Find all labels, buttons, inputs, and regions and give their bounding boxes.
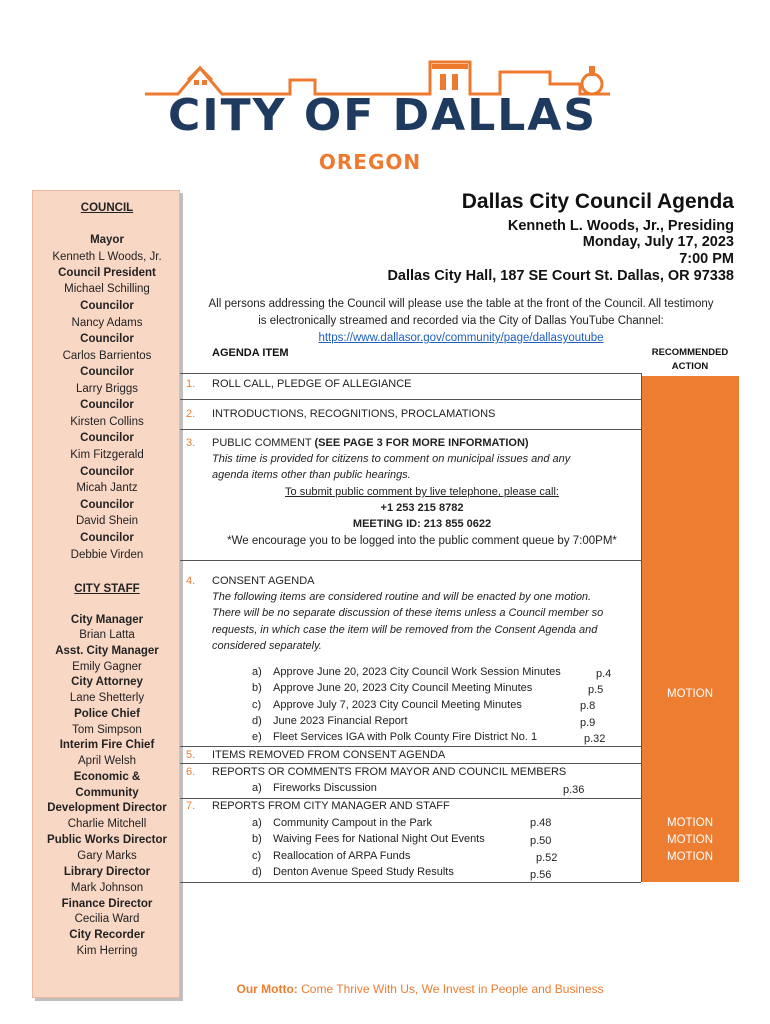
subitem-text: Approve June 20, 2023 City Council Meeting Minutes	[273, 682, 533, 694]
column-divider	[641, 373, 642, 882]
phone-number: +1 253 215 8782	[380, 502, 464, 514]
meeting-location: Dallas City Hall, 187 SE Court St. Dallas, OR 97338	[387, 268, 734, 284]
item-description: agenda items other than public hearings.	[212, 469, 411, 481]
staff-role: Asst. City Manager	[55, 645, 159, 657]
council-role: Councilor	[80, 532, 134, 544]
item-description: considered separately.	[212, 640, 322, 652]
staff-name: Emily Gagner	[72, 661, 142, 673]
row-divider	[180, 373, 641, 374]
row-divider	[180, 399, 641, 400]
staff-name: Mark Johnson	[70, 882, 144, 894]
row-divider	[180, 882, 641, 883]
item-description: The following items are considered routine and will be enacted by one motion.	[212, 591, 592, 603]
staff-role: City Manager	[70, 614, 144, 626]
item-description: There will be no separate discussion of these items unless a Council member so	[212, 607, 604, 619]
page-ref: p.4	[596, 668, 612, 680]
staff-role: Interim Fire Chief	[59, 739, 155, 751]
item-number: 4.	[186, 575, 196, 587]
council-role: Councilor	[80, 432, 134, 444]
sidebar-roster	[32, 190, 180, 998]
council-name: Michael Schilling	[64, 283, 150, 295]
page-ref: p.8	[580, 700, 596, 712]
item-title-text: PUBLIC COMMENT	[212, 437, 315, 449]
meeting-date: Monday, July 17, 2023	[582, 234, 734, 250]
item-title-note: (SEE PAGE 3 FOR MORE INFORMATION)	[314, 437, 529, 449]
intro-text: All persons addressing the Council will please use the table at the front of the Council. All testimony	[208, 298, 714, 310]
staff-role: City Attorney	[71, 676, 143, 688]
agenda-item-header: AGENDA ITEM	[212, 347, 289, 359]
subitem-letter: c)	[252, 699, 262, 711]
item-title	[212, 437, 529, 449]
council-role: Councilor	[80, 366, 134, 378]
staff-name: Cecilia Ward	[74, 913, 140, 925]
item-description: requests, in which case the item will be removed from the Consent Agenda and	[212, 624, 598, 636]
subitem-letter: d)	[252, 866, 262, 878]
page-ref: p.50	[530, 835, 552, 847]
page-ref: p.9	[580, 717, 596, 729]
item-title: ROLL CALL, PLEDGE OF ALLEGIANCE	[212, 378, 412, 390]
council-name: Debbie Virden	[70, 549, 144, 561]
city-motto	[0, 982, 770, 996]
subitem-letter: b)	[252, 833, 262, 845]
item-description: This time is provided for citizens to comment on municipal issues and any	[212, 453, 571, 465]
council-role: Councilor	[80, 466, 134, 478]
subitem-text: Community Campout in the Park	[273, 817, 432, 829]
row-divider	[180, 746, 641, 747]
council-name: David Shein	[75, 515, 138, 527]
subitem-text: June 2023 Financial Report	[273, 715, 408, 727]
council-heading: COUNCIL	[80, 202, 134, 214]
staff-name: Lane Shetterly	[69, 692, 145, 704]
recommended-action: MOTION	[667, 851, 713, 863]
council-role: Councilor	[80, 499, 134, 511]
subitem-text: Denton Avenue Speed Study Results	[273, 866, 454, 878]
council-role: Councilor	[80, 300, 134, 312]
council-name: Micah Jantz	[76, 482, 138, 494]
staff-name: Kim Herring	[76, 945, 138, 957]
logo-title: CITY OF DALLAS	[167, 90, 598, 141]
subitem-text: Fleet Services IGA with Polk County Fire District No. 1	[273, 731, 538, 743]
logo-subtitle: OREGON	[318, 150, 422, 174]
subitem-letter: e)	[252, 731, 262, 743]
phone-label: To submit public comment by live telephone, please call:	[285, 486, 559, 498]
staff-name: Brian Latta	[79, 629, 135, 641]
meeting-id: MEETING ID: 213 855 0622	[352, 518, 492, 530]
subitem-letter: a)	[252, 782, 262, 794]
action-header: RECOMMENDED	[651, 347, 729, 358]
item-number: 5.	[186, 749, 196, 761]
item-title: REPORTS FROM CITY MANAGER AND STAFF	[212, 800, 450, 812]
staff-name: April Welsh	[78, 755, 136, 767]
page-ref: p.52	[536, 852, 558, 864]
page-ref: p.36	[563, 784, 585, 796]
council-name: Carlos Barrientos	[62, 350, 152, 362]
council-name: Kim Fitzgerald	[70, 449, 144, 461]
staff-role: Library Director	[63, 866, 151, 878]
meeting-time: 7:00 PM	[679, 251, 734, 267]
recommended-action-column	[641, 376, 739, 882]
item-number: 3.	[186, 437, 196, 449]
item-title: INTRODUCTIONS, RECOGNITIONS, PROCLAMATIONS	[212, 408, 496, 420]
council-name: Kirsten Collins	[70, 416, 144, 428]
staff-heading: CITY STAFF	[74, 583, 140, 595]
council-role: Mayor	[90, 234, 124, 246]
subitem-text: Fireworks Discussion	[273, 782, 377, 794]
motto-text: Come Thrive With Us, We Invest in People and Business	[297, 982, 604, 996]
subitem-letter: b)	[252, 682, 262, 694]
staff-role: Public Works Director	[47, 834, 167, 846]
staff-name: Tom Simpson	[72, 724, 142, 736]
staff-role: Community	[75, 787, 139, 799]
staff-role: Finance Director	[61, 898, 153, 910]
youtube-link[interactable]: https://www.dallasor.gov/community/page/dallasyoutube	[318, 332, 604, 344]
council-name: Nancy Adams	[71, 317, 143, 329]
item-number: 6.	[186, 766, 196, 778]
page-ref: p.32	[584, 733, 606, 745]
council-name: Kenneth L Woods, Jr.	[52, 251, 162, 263]
page-ref: p.48	[530, 817, 552, 829]
subitem-text: Waiving Fees for National Night Out Events	[273, 833, 485, 845]
row-divider	[180, 798, 641, 799]
staff-name: Charlie Mitchell	[67, 818, 147, 830]
page-ref: p.5	[588, 684, 604, 696]
agenda-title: Dallas City Council Agenda	[461, 190, 734, 213]
recommended-action: MOTION	[667, 817, 713, 829]
action-header: ACTION	[671, 361, 709, 372]
subitem-letter: a)	[252, 817, 262, 829]
subitem-text: Reallocation of ARPA Funds	[273, 850, 411, 862]
recommended-action: MOTION	[667, 688, 713, 700]
row-divider	[180, 429, 641, 430]
council-role: Council President	[58, 267, 156, 279]
staff-role: Development Director	[47, 802, 167, 814]
council-role: Councilor	[80, 333, 134, 345]
item-title: REPORTS OR COMMENTS FROM MAYOR AND COUNCIL MEMBERS	[212, 766, 567, 778]
item-number: 2.	[186, 408, 196, 420]
row-divider	[180, 560, 641, 561]
city-logo	[140, 44, 620, 184]
staff-role: City Recorder	[69, 929, 145, 941]
item-title: CONSENT AGENDA	[212, 575, 315, 587]
item-number: 7.	[186, 800, 196, 812]
subitem-letter: d)	[252, 715, 262, 727]
recommended-action: MOTION	[667, 834, 713, 846]
intro-text: is electronically streamed and recorded via the City of Dallas YouTube Channel:	[258, 315, 664, 327]
row-divider	[180, 763, 641, 764]
subitem-letter: a)	[252, 666, 262, 678]
item-title: ITEMS REMOVED FROM CONSENT AGENDA	[212, 749, 446, 761]
staff-role: Economic &	[73, 771, 141, 783]
motto-label: Our Motto:	[236, 982, 298, 996]
subitem-text: Approve June 20, 2023 City Council Work Session Minutes	[273, 666, 561, 678]
council-name: Larry Briggs	[76, 383, 138, 395]
queue-note: *We encourage you to be logged into the public comment queue by 7:00PM*	[227, 535, 617, 547]
presiding-line: Kenneth L. Woods, Jr., Presiding	[507, 218, 734, 234]
council-role: Councilor	[80, 399, 134, 411]
item-number: 1.	[186, 378, 196, 390]
page-ref: p.56	[530, 869, 552, 881]
staff-name: Gary Marks	[77, 850, 137, 862]
staff-role: Police Chief	[74, 708, 140, 720]
subitem-text: Approve July 7, 2023 City Council Meeting Minutes	[273, 699, 522, 711]
subitem-letter: c)	[252, 850, 262, 862]
